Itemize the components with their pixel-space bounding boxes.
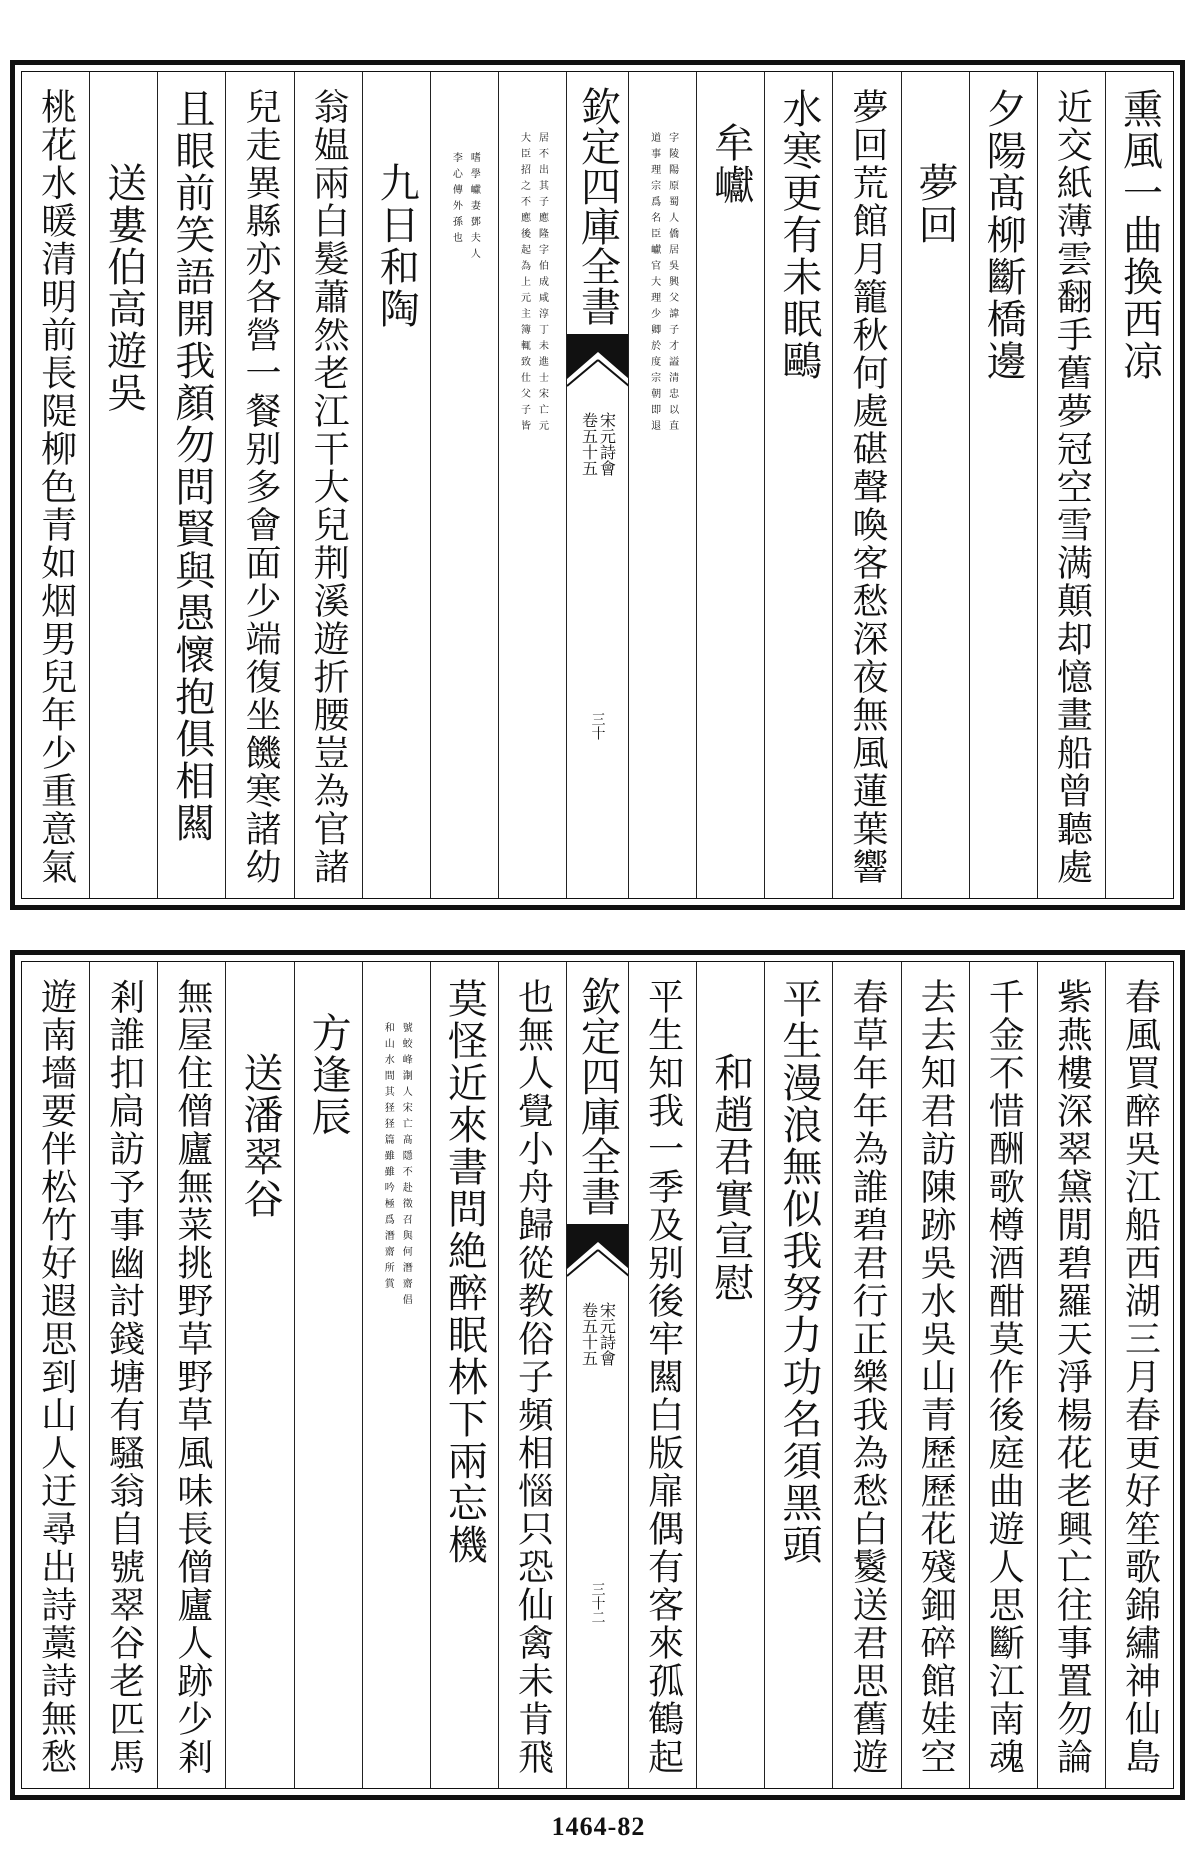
top-col-5 bbox=[832, 72, 900, 898]
bottom-col-1 bbox=[1105, 962, 1173, 1788]
top-col-13 bbox=[225, 72, 293, 898]
top-col-2 bbox=[1037, 72, 1105, 898]
bottom-col-9 bbox=[498, 962, 566, 1788]
poem-title: 送潘翠谷 bbox=[236, 1052, 283, 1220]
bottom-col-10 bbox=[430, 962, 498, 1788]
poem-title: 夢回 bbox=[912, 162, 959, 246]
bottom-col-7 bbox=[696, 962, 764, 1788]
text-column: 夕陽髙柳斷橋邊 bbox=[980, 88, 1027, 382]
text-column: 平生知我一季及别後牢闗白版扉偶有客來孤鶴起 bbox=[642, 978, 684, 1776]
text-column: 桃花水暖清明前長隄柳色青如烟男兒年少重意氣 bbox=[35, 88, 77, 886]
text-column: 翁媪兩白髮蕭然老江干大兒荆溪遊折腰豈為官諸 bbox=[308, 88, 350, 886]
fishtail-mark-icon bbox=[567, 334, 628, 394]
bottom-col-11-note bbox=[362, 962, 430, 1788]
top-col-12 bbox=[294, 72, 362, 898]
text-column: 千金不惜酬歌樽酒酣莫作後庭曲遊人思斷江南魂 bbox=[983, 978, 1025, 1776]
bottom-col-5 bbox=[832, 962, 900, 1788]
poem-title: 和趙君實宣慰 bbox=[707, 1052, 754, 1304]
top-page-columns bbox=[21, 71, 1174, 899]
center-margin-top bbox=[566, 72, 628, 898]
bottom-col-8 bbox=[628, 962, 696, 1788]
top-col-6 bbox=[764, 72, 832, 898]
top-col-8-note bbox=[628, 72, 696, 898]
annotation-line: 大臣招之不應後起為上元主簿輒致仕父子皆 bbox=[518, 132, 530, 436]
annotation-line: 李心傳外孫也 bbox=[450, 152, 462, 248]
annotation-line: 居不出其子應隆字伯成咸淳丁未進士宋亡元 bbox=[536, 132, 548, 436]
bottom-col-2 bbox=[1037, 962, 1105, 1788]
top-col-11 bbox=[362, 72, 430, 898]
text-column: 平生漫浪無似我努力功名須黑頭 bbox=[775, 978, 822, 1566]
annotation-line: 字陵陽原蜀人僑居吳興父諱子才謚清忠以直 bbox=[666, 132, 678, 436]
text-column: 也無人覺小舟歸從教俗子頻相惱只恐仙禽未肯飛 bbox=[512, 978, 554, 1776]
text-column: 剎誰扣扃訪予事幽討錢塘有騷翁自號翠谷老匹馬 bbox=[103, 978, 145, 1776]
annotation-line: 和山水間其㹩㹩篇雖雖吟極爲潛齋所賞 bbox=[382, 1022, 394, 1294]
text-column: 水寒更有未眠鷗 bbox=[775, 88, 822, 382]
top-col-3 bbox=[969, 72, 1037, 898]
poem-title: 送婁伯高遊吳 bbox=[100, 162, 147, 414]
top-col-14 bbox=[157, 72, 225, 898]
bottom-page-columns bbox=[21, 961, 1174, 1789]
top-col-9-note bbox=[498, 72, 566, 898]
bottom-col-13 bbox=[225, 962, 293, 1788]
text-column: 兒走異縣亦各營一餐别多會面少端復坐饑寒諸幼 bbox=[239, 88, 281, 886]
footer-page-code: 1464-82 bbox=[551, 1812, 646, 1841]
top-col-16 bbox=[22, 72, 89, 898]
bottom-col-14 bbox=[157, 962, 225, 1788]
author-name: 牟巘 bbox=[707, 122, 754, 206]
page-number: 三十 bbox=[589, 712, 606, 740]
top-col-1 bbox=[1105, 72, 1173, 898]
volume-number: 卷五十五 bbox=[579, 1302, 599, 1366]
bottom-col-12 bbox=[294, 962, 362, 1788]
volume-number: 卷五十五 bbox=[579, 412, 599, 476]
book-title: 欽定四庫全書 bbox=[574, 976, 621, 1216]
bottom-col-15 bbox=[89, 962, 157, 1788]
annotation-line: 嗜學巘妻鄧夫人 bbox=[468, 152, 480, 264]
poem-title: 九日和陶 bbox=[373, 162, 420, 330]
bottom-col-4 bbox=[901, 962, 969, 1788]
bottom-col-6 bbox=[764, 962, 832, 1788]
bottom-col-3 bbox=[969, 962, 1037, 1788]
bottom-page bbox=[10, 950, 1185, 1800]
text-column: 去去知君訪陳跡吳水吳山青歷歷花殘鈿碎館娃空 bbox=[915, 978, 957, 1776]
text-column: 熏風一曲換西凉 bbox=[1116, 88, 1163, 382]
top-col-10-note bbox=[430, 72, 498, 898]
text-column: 無屋住僧廬無菜挑野草野草風味長僧廬人跡少剎 bbox=[171, 978, 213, 1776]
annotation-line: 號蛟峰淛人宋亡髙隱不赴徵召與何潛齋倡 bbox=[400, 1022, 412, 1310]
text-column: 遊南墻要伴松竹好遐思到山人迂尋出詩藁詩無愁 bbox=[35, 978, 77, 1776]
top-col-15 bbox=[89, 72, 157, 898]
text-column: 且眼前笑語開我顏勿問賢與愚懷抱俱相闗 bbox=[168, 88, 215, 844]
author-name: 方逢辰 bbox=[305, 1012, 352, 1138]
top-col-4 bbox=[901, 72, 969, 898]
annotation-line: 道事理宗爲名臣巘官大理少卿於度宗朝即退 bbox=[648, 132, 660, 436]
book-title: 欽定四庫全書 bbox=[574, 86, 621, 326]
collection-name: 宋元詩會 bbox=[597, 412, 617, 476]
page-number: 三十二 bbox=[589, 1582, 606, 1624]
fishtail-mark-icon bbox=[567, 1224, 628, 1284]
bottom-col-16 bbox=[22, 962, 89, 1788]
volume-label bbox=[581, 412, 615, 476]
center-margin-bottom bbox=[566, 962, 628, 1788]
volume-label bbox=[581, 1302, 615, 1366]
text-column: 紫燕樓深翠黛閒碧羅天淨楊花老興亡往事置勿論 bbox=[1051, 978, 1093, 1776]
text-column: 近交紙薄雲翻手舊夢冠空雪满顛却憶畫船曾聽處 bbox=[1051, 88, 1093, 886]
text-column: 春風買醉吳江船西湖三月春更好笙歌錦繡神仙島 bbox=[1119, 978, 1161, 1776]
top-page bbox=[10, 60, 1185, 910]
text-column: 莫怪近來書問絶醉眠林下兩忘機 bbox=[441, 978, 488, 1566]
top-col-7 bbox=[696, 72, 764, 898]
text-column: 夢回荒館月籠秋何處碪聲喚客愁深夜無風蓮葉響 bbox=[846, 88, 888, 886]
collection-name: 宋元詩會 bbox=[597, 1302, 617, 1366]
text-column: 春草年年為誰碧君行正樂我為愁白鬉送君思舊遊 bbox=[846, 978, 888, 1776]
